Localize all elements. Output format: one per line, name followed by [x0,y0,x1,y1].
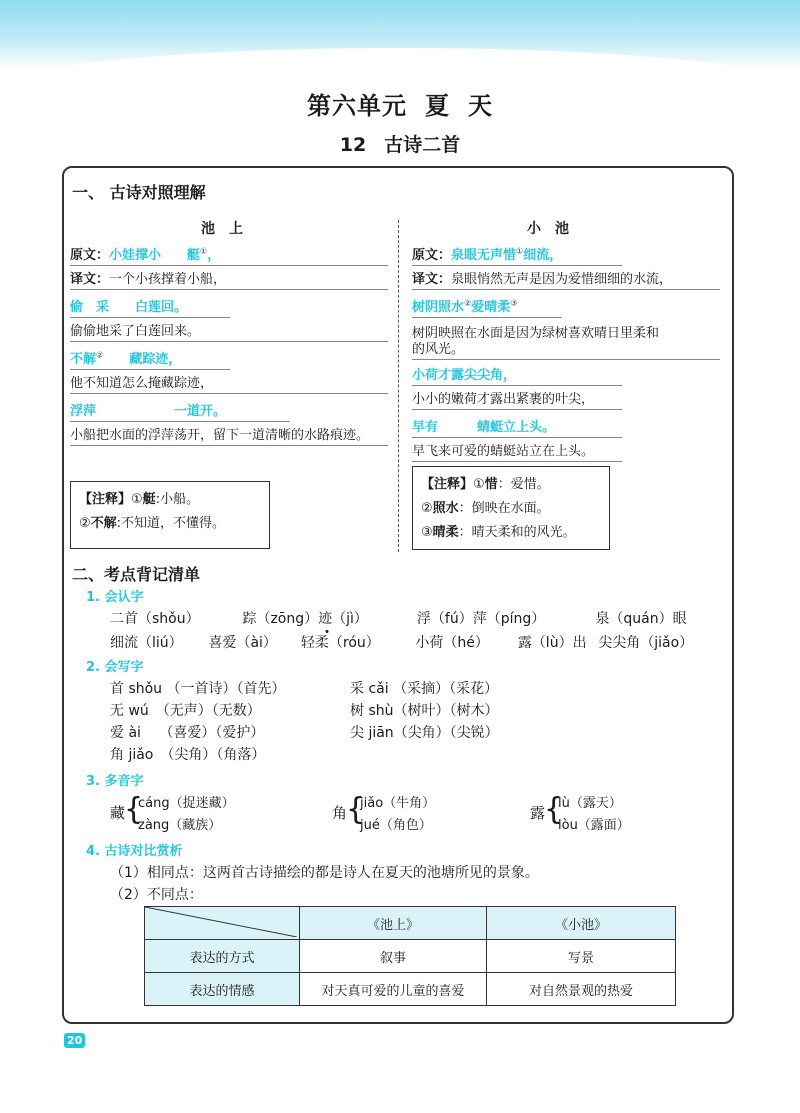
polyphone-reading: lù（露天） [558,796,622,811]
poem-title-xiaochi: 小 池 [527,221,569,237]
poem-left-line-6: 他不知道怎么掩藏踪迹， [70,372,388,394]
note-term: 不解 [90,516,117,531]
note-term: 惜 [484,477,498,492]
polyphone-reading: jué（角色） [360,818,432,833]
table-row-label: 表达的情感 [145,973,300,1006]
table-row-label: 表达的方式 [145,940,300,973]
table-header-row [145,907,676,940]
translation-text: 一个小孩撑着小船， [109,272,227,287]
note-def: :小船。 [155,492,200,507]
note-right-row-1 [421,473,601,497]
diagonal-line-icon [145,907,297,937]
column-divider [398,220,399,552]
note-head: 【注释】 [421,477,474,492]
note-term: 照水 [432,501,459,516]
write-item: 角 jiǎo （尖角）（角落） [110,747,266,763]
recognize-item: 小荷（hé） [415,635,489,651]
write-item: 尖 jiān（尖角）（尖锐） [350,725,499,741]
lesson-number: 12 [339,134,367,156]
polyphone-group [530,792,690,836]
recognize-item: 喜爱（ài） [208,635,277,651]
note-num: ③ [421,525,433,540]
sub-title-compare: 4. 古诗对比赏析 [86,844,183,859]
content-card [62,166,734,1024]
poem-right-line-2 [412,268,720,290]
poem-right-text-1: 泉眼无声惜 [451,248,517,263]
poem-left-text-5a: 不解 [70,352,97,367]
recognize-item: 浮（fú）萍（píng） [416,611,546,627]
recognize-item: 露（lù）出 [517,635,587,651]
poem-left-line-1 [70,244,388,266]
poem-right-text-3b: 爱晴柔 [471,300,511,315]
note-num: ② [421,501,433,516]
table-corner-cell [145,907,300,940]
footnote-marker: ② [96,350,104,360]
poem-left-text-1-end: ， [207,248,221,263]
note-left-row-1 [79,488,261,512]
polyphone-char: 藏 [110,804,126,822]
lesson-name: 古诗二首 [384,134,461,156]
table-cell: 对天真可爱的儿童的喜爱 [300,973,487,1006]
footnote-marker: ③ [510,298,518,308]
poem-left-line-8: 小船把水面的浮萍荡开，留下一道清晰的水路痕迹。 [70,424,388,446]
poem-right-line-3 [412,296,562,318]
polyphone-group [110,792,290,836]
note-right-row-2 [421,497,601,521]
recognize-item: 细流（liú） [110,635,183,651]
table-header-cell: 《池上》 [300,907,487,940]
unit-topic-char-2: 天 [468,92,493,120]
poem-title-chishang: 池 上 [201,221,243,237]
translation-label: 译文： [412,272,452,287]
note-left-row-2 [79,512,261,536]
table-cell: 叙事 [300,940,487,973]
section-title-review: 二、考点背记清单 [72,565,201,584]
poem-right-text-1-end: 细流， [523,248,563,263]
table-row [145,940,676,973]
table-cell: 写景 [487,940,676,973]
table-cell: 对自然景观的热爱 [487,973,676,1006]
recognize-item: 踪（zōng）迹（jì） [242,608,412,628]
poem-right-line-4a: 树阴映照在水面是因为绿树喜欢晴日里柔和 [412,326,660,341]
sub-title-write: 2. 会写字 [86,660,144,675]
poem-right-text-3a: 树阴照水 [412,300,465,315]
note-def: ：爱惜。 [497,477,550,492]
poem-left-line-5 [70,348,230,370]
write-item: 树 shù（树叶）（树木） [350,703,499,719]
note-box-right [412,466,610,550]
same-point: （1）相同点：这两首古诗描绘的都是诗人在夏天的池塘所见的景象。 [110,865,539,881]
recognize-item: 泉（quán）眼 [595,611,687,627]
poem-right-line-1 [412,244,622,266]
diff-point: （2）不同点： [110,887,203,903]
section-title-compare: 一、 古诗对照理解 [72,183,206,202]
footnote-marker: ② [464,298,472,308]
note-def: :不知道，不懂得。 [116,516,226,531]
recognize-row-2 [110,632,693,652]
note-def: ：倒映在水面。 [458,501,550,516]
lesson-title [0,130,800,157]
note-term: 晴柔 [432,525,459,540]
poem-right-line-6: 小小的嫩荷才露出紧裹的叶尖， [412,388,622,410]
note-term: 艇 [142,492,156,507]
polyphone-char: 角 [332,804,348,822]
note-right-row-3 [421,521,601,545]
poem-right-line-5: 小荷才露尖尖角， [412,364,622,386]
page-number: 20 [64,1033,85,1048]
unit-topic-char-1: 夏 [425,92,450,120]
write-item: 采 cǎi （采摘）（采花） [350,681,499,697]
polyphone-reading: jiǎo（牛角） [360,796,436,811]
poem-right-line-4b: 的风光。 [412,338,720,360]
brace-icon: { [346,792,366,827]
note-def: ：晴天柔和的风光。 [458,525,576,540]
recognize-item: 二首（shǒu） [110,611,200,627]
header-banner [0,0,800,70]
poem-left-line-2 [70,268,388,290]
footnote-marker: ① [200,246,208,256]
polyphone-reading: zàng（藏族） [138,818,222,833]
polyphone-reading: lòu（露面） [558,818,630,833]
note-head: 【注释】 [79,492,132,507]
unit-title [0,86,800,121]
table-header-cell: 《小池》 [487,907,676,940]
write-item: 爱 ài （喜爱）（爱护） [110,725,265,741]
poem-left-line-4: 偷偷地采了白莲回来。 [70,320,388,342]
sub-title-polyphone: 3. 多音字 [86,774,144,789]
translation-text: 泉眼悄然无声是因为爱惜细细的水流， [451,272,673,287]
note-num: ① [473,477,485,492]
poem-right-line-8: 早飞来可爱的蜻蜓站立在上头。 [412,440,622,462]
original-label: 原文： [70,248,110,263]
poem-left-text-5b: 藏踪迹， [103,352,182,367]
poem-left-line-3: 偷 采 白莲回。 [70,296,230,318]
poem-left-text-1: 小娃撑小 艇 [109,248,201,263]
write-item: 首 shǒu （一首诗）（首先） [110,681,286,697]
brace-icon: { [544,792,564,827]
note-box-left [70,481,270,549]
sub-title-recognize: 1. 会认字 [86,590,144,605]
translation-label: 译文： [70,272,110,287]
polyphone-reading: cáng（捉迷藏） [138,796,235,811]
note-num: ② [79,516,91,531]
poem-right-line-7: 早有 蜻蜓立上头。 [412,416,622,438]
poem-left-line-7: 浮萍 一道开。 [70,400,290,422]
recognize-item: 尖尖角（jiǎo） [598,635,694,651]
compare-table [144,906,676,1006]
polyphone-char: 露 [530,804,546,822]
note-num: ① [131,492,143,507]
original-label: 原文： [412,248,452,263]
table-row [145,973,676,1006]
recognize-item: 轻柔（róu） [300,635,380,651]
recognize-row-1 [110,608,687,628]
footnote-marker: ① [516,246,524,256]
write-item: 无 wú （无声）（无数） [110,703,261,719]
polyphone-group [332,792,492,836]
brace-icon: { [124,792,144,827]
unit-label: 第六单元 [307,92,407,120]
